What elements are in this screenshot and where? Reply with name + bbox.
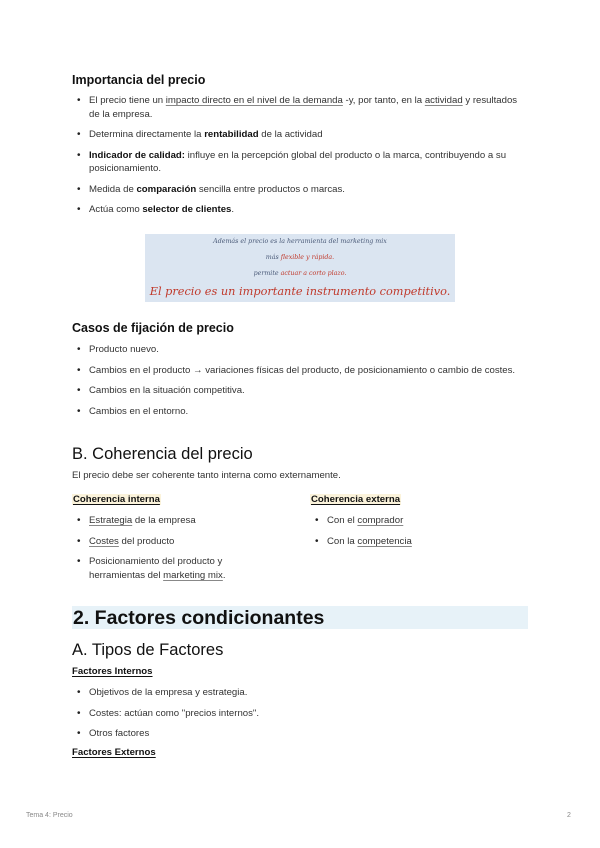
quote-image — [145, 234, 455, 302]
factores-externos-title: Factores Externos — [72, 747, 156, 758]
coherencia-interna-list — [72, 514, 272, 589]
list-item: • Objetivos de la empresa y estrategia. — [72, 686, 528, 700]
list-item: • Con el comprador — [310, 514, 520, 528]
quote-line-1: Además el precio es la herramienta del marketing mix — [213, 238, 387, 245]
list-item: • Cambios en el entorno. — [72, 405, 528, 419]
quote-line-2: más flexible y rápida. — [265, 254, 335, 261]
list-item: • Costes: actúan como "precios internos". — [72, 707, 528, 721]
coherencia-intro: El precio debe ser coherente tanto interna como externamente. — [72, 470, 341, 481]
quote-line-4: El precio es un importante instrumento competitivo. — [149, 285, 451, 298]
section-heading-coherencia: B. Coherencia del precio — [72, 445, 253, 463]
link-impacto[interactable]: impacto directo en el nivel de la demanda — [165, 95, 343, 106]
coherencia-externa-title: Coherencia externa — [311, 494, 401, 505]
list-item: • Actúa como selector de clientes. — [72, 203, 528, 217]
list-item: • Producto nuevo. — [72, 343, 528, 357]
quote-line-3: permite actuar a corto plazo. — [253, 270, 347, 277]
casos-list — [72, 343, 528, 425]
list-item: • Indicador de calidad: influye en la percepción global del producto o la marca, contribuyendo a su posicionamiento. — [72, 149, 528, 176]
list-item: • Otros factores — [72, 727, 528, 741]
section-heading-factores: 2. Factores condicionantes — [72, 606, 528, 629]
list-item: • Medida de comparación sencilla entre productos o marcas. — [72, 183, 528, 197]
list-item: • Con la competencia — [310, 535, 520, 549]
section-heading-casos: Casos de fijación de precio — [72, 321, 234, 335]
page-number: 2 — [567, 812, 571, 819]
list-item: • Cambios en la situación competitiva. — [72, 384, 528, 398]
list-item: • Estrategia de la empresa — [72, 514, 272, 528]
coherencia-externa-list — [310, 514, 520, 555]
list-item: • Determina directamente la rentabilidad de la actividad — [72, 128, 528, 142]
coherencia-interna-title: Coherencia interna — [73, 494, 160, 505]
link-competencia[interactable]: competencia — [357, 535, 412, 547]
link-estrategia[interactable]: Estrategia — [89, 515, 133, 526]
list-item: • Posicionamiento del producto y herramientas del marketing mix. — [72, 555, 272, 582]
link-actividad[interactable]: actividad — [424, 95, 463, 106]
importancia-list — [72, 94, 528, 224]
factores-internos-title: Factores Internos — [72, 666, 153, 677]
link-marketing-mix[interactable]: marketing mix — [163, 569, 223, 581]
section-heading-importancia: Importancia del precio — [72, 73, 206, 87]
list-item: • Cambios en el producto → variaciones físicas del producto, de posicionamiento o cambio de costes. — [72, 364, 528, 378]
factores-internos-list — [72, 686, 528, 748]
list-item: • Costes del producto — [72, 535, 272, 549]
subsection-heading-tipos: A. Tipos de Factores — [72, 641, 224, 659]
list-item: • El precio tiene un impacto directo en el nivel de la demanda -y, por tanto, en la actividad y resultados de la empresa. — [72, 94, 528, 121]
link-comprador[interactable]: comprador — [357, 515, 404, 526]
link-costes[interactable]: Costes — [89, 535, 119, 547]
footer-title: Tema 4: Precio — [26, 812, 73, 819]
